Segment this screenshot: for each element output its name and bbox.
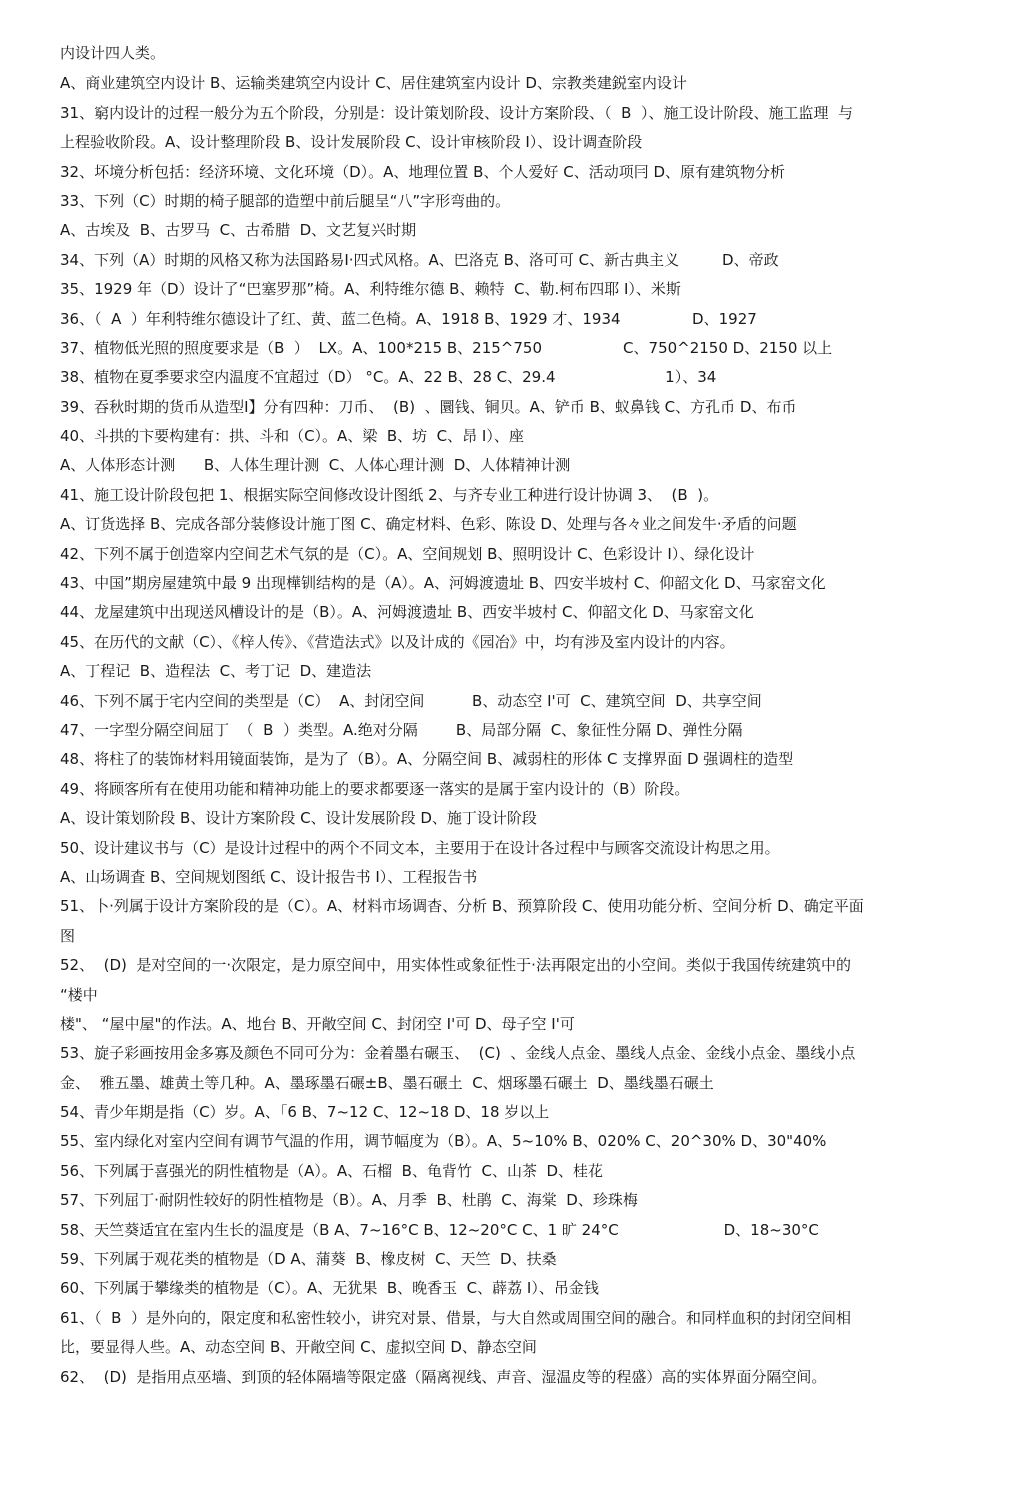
text-line: A、山场调査 B、空间规划图纸 C、设计报告书 I）、工程报告书 <box>60 867 478 886</box>
text-line: 楼"、 “屋中屋"的作法。A、地台 B、开敞空间 C、封闭空 I'可 D、母子空 I'可 <box>60 1014 575 1033</box>
text-line: 39、吞秋时期的货币从造型I】分有四种：刀币、 (B) 、圜钱、铜贝。A、铲币 B、蚁鼻钱 C、方孔币 D、布币 <box>60 397 797 416</box>
text-line: 41、施工设计阶段包把 1、根据实际空间修改设计图纸 2、与齐专业工种进行设计协调 3、 (B )。 <box>60 485 719 504</box>
text-line: 47、一字型分隔空间屈丁 （ B ）类型。A.绝对分隔 B、局部分隔 C、象征性分隔 D、弹性分隔 <box>60 720 743 739</box>
text-line: 32、坏境分析包括：经济环境、文化环境（D）。A、地理位置 B、个人爱好 C、活动项冃 D、原有建筑物分析 <box>60 162 786 181</box>
text-line: 46、下列不属于宅内空间的类型是（C） A、封闭空间 B、动态空 I'可 C、建筑空间 D、共享空间 <box>60 691 762 710</box>
text-line: 51、卜·列属于设计方案阶段的是（C）。A、材料市场调杳、分析 B、预算阶段 C、使用功能分析、空间分析 D、确定平面 <box>60 897 864 916</box>
text-line: “楼中 <box>60 985 98 1004</box>
text-line: 54、青少年期是指（C）岁。A、「6 B、7~12 C、12~18 D、18 岁以上 <box>60 1103 550 1122</box>
text-line: 36、（ A ）年利特维尔德设计了红、黄、蓝二色椅。A、1918 B、1929 才、1934 D、1927 <box>60 309 757 328</box>
text-line: 50、设计建议书与（C）是设计过程中的两个不同文本，主要用于在设计各过程中与顾客交流设计构思之用。 <box>60 838 780 857</box>
text-line: 61、（ B ）是外向的，限定度和私密性较小，讲究对景、借景，与大自然或周围空间的融合。和同样血积的封闭空间相 <box>60 1308 851 1327</box>
text-line: 35、1929 年（D）设计了“巴塞罗那”椅。A、利特维尔德 B、赖特 C、勒.柯布四耶 I）、米斯 <box>60 280 681 299</box>
text-line: 金、 雅五墨、雄黄土等几种。A、墨琢墨石碾±B、墨石碾土 C、烟琢墨石碾土 D、墨线墨石碾土 <box>60 1073 714 1092</box>
text-line: A、人体形态计测 B、人体生理计测 C、人体心理计测 D、人体精神计测 <box>60 456 571 475</box>
text-line: 34、下列（A）时期的风格又称为法国路易I·四式风格。A、巴洛克 B、洛可可 C、新古典主义 D、帝政 <box>60 250 779 269</box>
text-line: 60、下列属于攀缘类的植物是（C）。A、无犹果 B、晚香玉 C、薜荔 I）、吊金钱 <box>60 1279 599 1298</box>
text-line: 57、下列屈丁·耐阴性较好的阴性植物是（B）。A、月季 B、杜鹃 C、海棠 D、珍珠梅 <box>60 1191 638 1210</box>
text-line: 40、斗拱的卞要构建有：拱、斗和（C）。A、梁 B、坊 C、昂 I）、座 <box>60 427 524 446</box>
text-line: 49、将顾客所有在使用功能和精神功能上的要求都要逐一落实的是属于室内设计的（B）阶段。 <box>60 779 690 798</box>
text-line: A、设计策划阶段 B、设计方案阶段 C、设计发展阶段 D、施丁设计阶段 <box>60 809 537 828</box>
text-line: 52、 (D) 是对空间的一·次限定，是力原空间中，用实体性或象征性于·法再限定出的小空间。类似于我国传统建筑中的 <box>60 956 851 975</box>
text-line: A、古埃及 B、古罗马 C、古希腊 D、文艺复兴时期 <box>60 221 417 240</box>
text-line: 37、植物低光照的照度要求是（B ） LX。A、100*215 B、215^750 C、750^2150 D、2150 以上 <box>60 338 833 357</box>
text-line: A、丁程记 B、造程法 C、考丁记 D、建造法 <box>60 662 372 681</box>
text-line: 53、旋子彩画按用金多寡及颜色不同可分为：金着墨右碾玉、 (C) 、金线人点金、墨线人点金、金线小点金、墨线小点 <box>60 1044 856 1063</box>
text-line: 33、下列（C）时期的椅子腿部的造塑中前后腿呈“八”字形弯曲的。 <box>60 191 511 210</box>
text-line: 59、下列属于观花类的植物是（D A、蒲葵 B、橡皮树 C、天竺 D、扶桑 <box>60 1250 557 1269</box>
text-line: A、商业建筑空内设计 B、运输类建筑空内设计 C、居住建筑室内设计 D、宗教类建鋭室内设计 <box>60 74 687 93</box>
text-line: 上程验收阶段。A、设计整理阶段 B、设计发展阶段 C、设计审核阶段 I）、设计调查阶段 <box>60 133 643 152</box>
text-line: 55、室内绿化对室内空间有调节气温的作用，调节幅度为（B）。A、5~10% B、020% C、20^30% D、30"40% <box>60 1132 827 1151</box>
text-line <box>60 1392 984 1421</box>
text-line: 内设计四人类。 <box>60 44 166 62</box>
text-line: 62、 (D) 是指用点巫墙、到顶的轻体隔墙等限定盛（隔离视线、声音、湿温皮等的程盛）高的实体界面分隔空间。 <box>60 1367 827 1386</box>
text-line: A、订货选择 B、完成各部分装修设计施丁图 C、确定材料、色彩、陈设 D、处理与各々业之间发牛·矛盾的问题 <box>60 515 797 534</box>
text-line: 44、龙屋建筑中出现送风槽设计的是（B）。A、河姆渡遗址 B、西安半坡村 C、仰韶文化 D、马家窑文化 <box>60 603 754 622</box>
text-line: 48、将柱了的装饰材料用镜面装饰，是为了（B）。A、分隔空间 B、减弱柱的形体 C 支撑界面 D 强调柱的造型 <box>60 750 794 769</box>
text-line: 38、植物在夏季要求空内温度不宜超过（D） °C。A、22 B、28 C、29.4 1）、34 <box>60 368 717 387</box>
text-line: 58、天竺葵适宜在室内生长的温度是（B A、7~16°C B、12~20°C C、1 旷 24°C D、18~30°C <box>60 1220 819 1239</box>
text-line: 43、中国”期房屋建筑中最 9 出现樺钏结构的是（A）。A、河姆渡遗址 B、四安半坡村 C、仰韶文化 D、马家窑文化 <box>60 574 826 593</box>
text-line: 56、下列属于喜强光的阴性植物是（A）。A、石榴 B、龟背竹 C、山茶 D、桂花 <box>60 1161 604 1180</box>
text-line: 31、窮内设计的过程一般分为五个阶段，分别是：设计策划阶段、设计方案阶段、（ B ）、施工设计阶段、施工监理 与 <box>60 103 853 122</box>
text-line: 比，要显得人些。A、动态空间 B、开敞空间 C、虚拟空间 D、静态空间 <box>60 1338 537 1357</box>
text-line: 45、在历代的文献（C）、《梓人传》、《营造法式》以及计成的《园冶》中，均有涉及室内设计的内容。 <box>60 632 735 651</box>
text-line: 图 <box>60 926 76 945</box>
text-line: 42、下列不属于创造窣内空间艺术气氛的是（C）。A、空间规划 B、照明设计 C、色彩设计 I）、绿化设计 <box>60 544 755 563</box>
